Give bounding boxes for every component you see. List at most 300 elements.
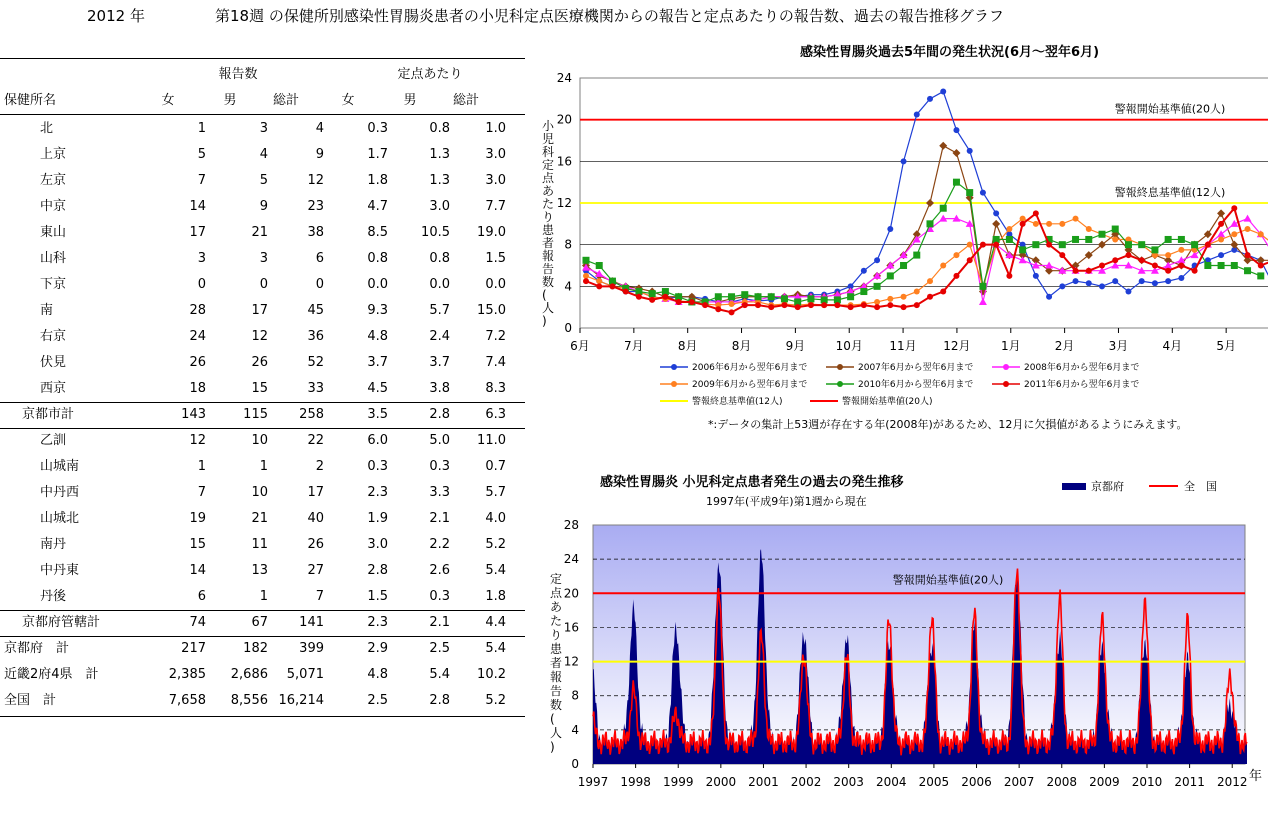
x-tick-label: 2000 (705, 775, 737, 789)
data-point (1046, 221, 1052, 227)
table-cell: 143 (181, 407, 206, 422)
x-tick-label: 1月 (1000, 339, 1021, 353)
x-tick-label: 2002 (790, 775, 822, 789)
data-point (927, 294, 933, 300)
table-cell: 0.8 (367, 251, 388, 266)
data-point (953, 127, 959, 133)
data-point (834, 302, 840, 308)
data-point (1178, 275, 1184, 281)
table-cell: 2.2 (429, 537, 450, 552)
column-header: 男 (223, 93, 237, 108)
data-point (1258, 231, 1264, 237)
table-cell: 3.3 (429, 485, 450, 500)
table-cell: 3.5 (367, 407, 388, 422)
table-cell: 4 (315, 121, 324, 136)
row-name: 中京 (40, 199, 67, 214)
data-point (1086, 268, 1092, 274)
table-cell: 18 (189, 381, 206, 396)
column-header: 女 (341, 93, 355, 108)
threshold-label: 警報開始基準値(20人) (1114, 102, 1226, 116)
table-cell: 1.9 (367, 511, 388, 526)
group-header-reports: 報告数 (218, 67, 258, 82)
data-point (940, 89, 946, 95)
data-point (847, 293, 854, 300)
table-cell: 0.3 (429, 459, 450, 474)
table-cell: 8,556 (230, 693, 268, 708)
data-point (914, 111, 920, 117)
chart-title: 感染性胃腸炎過去5年間の発生状況(6月～翌年6月) (800, 45, 1100, 60)
table-cell: 28 (189, 303, 206, 318)
table-cell: 0.0 (485, 277, 506, 292)
table-cell: 1.3 (429, 173, 450, 188)
x-tick-label: 2012 (1216, 775, 1248, 789)
data-point (636, 294, 642, 300)
data-point (1231, 262, 1238, 269)
data-point (1006, 236, 1013, 243)
table-cell: 2.1 (429, 615, 450, 630)
legend-label: 2006年6月から翌年6月まで (692, 363, 808, 373)
table-cell: 27 (307, 563, 324, 578)
y-tick-label: 20 (556, 112, 572, 127)
table-cell: 14 (189, 563, 206, 578)
table-cell: 1 (259, 459, 268, 474)
table-cell: 6 (315, 251, 324, 266)
table-cell: 5.7 (429, 303, 450, 318)
table-cell: 17 (189, 225, 206, 240)
data-point (755, 293, 762, 300)
data-point (1112, 257, 1118, 263)
table-cell: 3 (259, 121, 268, 136)
data-point (1073, 278, 1079, 284)
data-point (1218, 221, 1224, 227)
five-year-chart (528, 38, 1268, 438)
data-point (1086, 226, 1092, 232)
data-point (874, 304, 880, 310)
table-cell: 7.7 (485, 199, 506, 214)
data-point (1178, 263, 1184, 269)
table-cell: 3.0 (367, 537, 388, 552)
table-cell: 2 (315, 459, 324, 474)
table-cell: 7.4 (485, 355, 506, 370)
table-cell: 13 (251, 563, 268, 578)
data-point (980, 190, 986, 196)
table-cell: 5.0 (429, 433, 450, 448)
table-cell: 4.4 (485, 615, 506, 630)
row-name: 丹後 (40, 589, 67, 604)
data-point (914, 289, 920, 295)
data-point (1125, 241, 1132, 248)
x-tick-label: 11月 (889, 339, 917, 353)
data-point (1125, 289, 1131, 295)
data-point (1073, 216, 1079, 222)
table-cell: 4 (259, 147, 268, 162)
y-tick-label: 20 (563, 586, 579, 601)
legend-marker (837, 364, 843, 370)
data-point (1059, 252, 1065, 258)
data-point (1231, 205, 1237, 211)
data-point (901, 158, 907, 164)
data-point (623, 289, 629, 295)
data-point (901, 294, 907, 300)
data-point (979, 283, 986, 290)
data-point (1191, 241, 1198, 248)
data-point (927, 220, 934, 227)
x-tick-label: 2010 (1131, 775, 1163, 789)
data-point (1112, 278, 1118, 284)
data-point (676, 299, 682, 305)
table-cell: 52 (307, 355, 324, 370)
legend-label: 京都府 (1091, 480, 1124, 493)
table-cell: 4.0 (485, 511, 506, 526)
data-point (967, 242, 973, 248)
data-point (728, 293, 735, 300)
table-cell: 7 (197, 485, 206, 500)
data-point (583, 257, 590, 264)
data-point (861, 302, 867, 308)
data-point (1032, 241, 1039, 248)
table-cell: 6.3 (485, 407, 506, 422)
legend-label: 2010年6月から翌年6月まで (858, 380, 974, 390)
y-tick-label: 24 (563, 552, 579, 567)
table-cell: 3.0 (429, 199, 450, 214)
x-tick-label: 2月 (1054, 339, 1075, 353)
table-cell: 19.0 (477, 225, 506, 240)
historical-trend-chart (528, 462, 1268, 814)
y-tick-label: 8 (571, 688, 579, 703)
table-cell: 67 (251, 615, 268, 630)
data-point (1006, 226, 1012, 232)
table-cell: 4.8 (367, 667, 388, 682)
legend-label: 警報終息基準値(12人) (692, 397, 783, 407)
data-point (953, 273, 959, 279)
data-point (808, 302, 814, 308)
row-name: 中丹西 (40, 485, 80, 500)
x-tick-label: 2006 (961, 775, 992, 789)
x-tick-label: 8月 (731, 339, 752, 353)
data-point (1192, 268, 1198, 274)
data-point (1165, 236, 1172, 243)
data-point (1165, 268, 1171, 274)
report-year: 2012 年 (87, 7, 145, 25)
data-point (1059, 283, 1065, 289)
table-cell: 1 (259, 589, 268, 604)
table-cell: 1.3 (429, 147, 450, 162)
table-cell: 1 (197, 121, 206, 136)
table-cell: 12 (189, 433, 206, 448)
data-point (1059, 241, 1066, 248)
table-cell: 10 (251, 433, 268, 448)
table-cell: 3 (197, 251, 206, 266)
data-point (953, 252, 959, 258)
table-cell: 3.8 (429, 381, 450, 396)
x-tick-label: 7月 (624, 339, 644, 353)
table-cell: 26 (189, 355, 206, 370)
table-cell: 0.8 (429, 121, 450, 136)
data-point (1085, 236, 1092, 243)
row-name: 南丹 (40, 537, 67, 552)
data-point (887, 272, 894, 279)
data-point (1218, 236, 1224, 242)
table-cell: 2,385 (168, 667, 206, 682)
x-tick-label: 2011 (1174, 775, 1205, 789)
threshold-label: 警報開始基準値(20人) (892, 573, 1004, 587)
table-cell: 2.1 (429, 511, 450, 526)
table-cell: 5.4 (429, 667, 450, 682)
data-point (1205, 242, 1211, 248)
table-cell: 0.0 (367, 277, 388, 292)
data-point (781, 295, 788, 302)
table-header-border (0, 114, 525, 115)
table-cell: 2.8 (429, 407, 450, 422)
table-cell: 5.2 (485, 537, 506, 552)
data-point (1073, 268, 1079, 274)
table-cell: 2.8 (367, 563, 388, 578)
table-cell: 10.2 (477, 667, 506, 682)
data-point (596, 278, 602, 284)
table-cell: 17 (307, 485, 324, 500)
data-point (649, 297, 655, 303)
table-cell: 9 (259, 199, 268, 214)
data-point (940, 263, 946, 269)
table-cell: 4.5 (367, 381, 388, 396)
row-name: 西京 (40, 381, 67, 396)
data-point (1245, 252, 1251, 258)
table-cell: 1.8 (485, 589, 506, 604)
table-cell: 2.5 (429, 641, 450, 656)
y-tick-label: 12 (563, 654, 579, 669)
table-cell: 1.8 (367, 173, 388, 188)
data-point (993, 210, 999, 216)
x-tick-label: 12月 (943, 339, 971, 353)
table-cell: 0.7 (485, 459, 506, 474)
data-point (966, 189, 973, 196)
data-point (1099, 231, 1106, 238)
table-cell: 115 (243, 407, 268, 422)
table-cell: 0.3 (367, 459, 388, 474)
legend-marker (671, 381, 677, 387)
report-table (0, 58, 525, 714)
row-separator (0, 636, 525, 637)
data-point (1033, 210, 1039, 216)
table-cell: 6.0 (367, 433, 388, 448)
x-tick-label: 3月 (1108, 339, 1129, 353)
y-tick-label: 0 (571, 757, 579, 771)
table-cell: 1.5 (367, 589, 388, 604)
x-tick-label: 10月 (835, 339, 863, 353)
data-point (807, 295, 814, 302)
data-point (953, 179, 960, 186)
data-point (1258, 263, 1264, 269)
data-point (927, 96, 933, 102)
column-header: 女 (161, 93, 175, 108)
table-cell: 0.3 (429, 589, 450, 604)
y-tick-label: 0 (564, 321, 572, 335)
table-cell: 399 (299, 641, 324, 656)
data-point (1046, 242, 1052, 248)
y-tick-label: 16 (556, 154, 572, 169)
data-point (1099, 263, 1105, 269)
legend-label: 全 国 (1184, 480, 1217, 493)
row-separator (0, 610, 525, 611)
data-point (1178, 247, 1184, 253)
table-cell: 0.8 (429, 251, 450, 266)
legend-label: 2008年6月から翌年6月まで (1024, 363, 1140, 373)
table-cell: 10.5 (421, 225, 450, 240)
row-name: 乙訓 (40, 433, 67, 448)
table-cell: 9 (315, 147, 324, 162)
table-cell: 5,071 (286, 667, 324, 682)
x-tick-label: 1999 (662, 775, 694, 789)
row-name: 山城北 (40, 511, 80, 526)
row-name: 山科 (40, 251, 67, 266)
data-point (1139, 257, 1145, 263)
row-name: 下京 (40, 277, 67, 292)
legend-label: 2009年6月から翌年6月まで (692, 380, 808, 390)
table-cell: 3.7 (429, 355, 450, 370)
table-cell: 7.2 (485, 329, 506, 344)
row-name: 左京 (40, 173, 67, 188)
data-point (874, 257, 880, 263)
table-cell: 0 (197, 277, 206, 292)
x-tick-label: 9月 (785, 339, 806, 353)
x-tick-label: 4月 (1162, 339, 1183, 353)
table-cell: 36 (307, 329, 324, 344)
data-point (1151, 246, 1158, 253)
table-cell: 2.4 (429, 329, 450, 344)
data-point (860, 288, 867, 295)
data-point (715, 293, 722, 300)
threshold-label: 警報終息基準値(12人) (1114, 186, 1226, 199)
data-point (1112, 226, 1119, 233)
data-point (729, 309, 735, 315)
row-name: 南 (40, 303, 54, 318)
legend-marker (1003, 381, 1009, 387)
table-cell: 19 (189, 511, 206, 526)
data-point (702, 302, 708, 308)
data-point (1059, 221, 1065, 227)
table-cell: 8.3 (485, 381, 506, 396)
data-point (1020, 221, 1026, 227)
data-point (741, 291, 748, 298)
data-point (1218, 252, 1224, 258)
data-point (1257, 272, 1264, 279)
data-point (927, 278, 933, 284)
y-tick-label: 4 (564, 279, 572, 294)
table-cell: 1 (197, 459, 206, 474)
table-cell: 4.7 (367, 199, 388, 214)
data-point (662, 294, 668, 300)
data-point (1218, 262, 1225, 269)
table-cell: 2.8 (429, 693, 450, 708)
row-name: 中丹東 (40, 563, 80, 578)
data-point (874, 283, 881, 290)
page-title: 第18週 の保健所別感染性胃腸炎患者の小児科定点医療機関からの報告と定点あたりの報告数、過去の報告推移グラフ (215, 7, 1004, 25)
data-point (1139, 278, 1145, 284)
table-cell: 33 (307, 381, 324, 396)
data-point (1152, 263, 1158, 269)
table-cell: 2.3 (367, 485, 388, 500)
data-point (1165, 278, 1171, 284)
table-cell: 1.0 (485, 121, 506, 136)
table-cell: 3 (259, 251, 268, 266)
data-point (1006, 273, 1012, 279)
row-name: 近畿2府4県 計 (4, 667, 99, 682)
table-cell: 3.7 (367, 355, 388, 370)
data-point (940, 205, 947, 212)
y-tick-label: 12 (556, 196, 572, 210)
data-point (795, 304, 801, 310)
table-cell: 5.4 (485, 641, 506, 656)
table-cell: 11.0 (477, 433, 506, 448)
data-point (861, 268, 867, 274)
data-point (781, 302, 787, 308)
table-cell: 21 (251, 511, 268, 526)
y-tick-label: 28 (563, 518, 579, 532)
data-point (1033, 221, 1039, 227)
x-tick-label: 2009 (1089, 775, 1120, 789)
data-point (940, 289, 946, 295)
table-cell: 23 (307, 199, 324, 214)
row-name: 北 (40, 121, 54, 136)
table-cell: 15 (251, 381, 268, 396)
y-axis-label: 定点あたり患者報告数(人) (550, 572, 563, 754)
data-point (1099, 283, 1105, 289)
y-tick-label: 24 (556, 71, 572, 85)
table-cell: 45 (307, 303, 324, 318)
data-point (768, 304, 774, 310)
table-cell: 26 (251, 355, 268, 370)
table-cell: 2.3 (367, 615, 388, 630)
table-cell: 0 (315, 277, 324, 292)
data-point (887, 302, 893, 308)
legend-marker (671, 364, 677, 370)
row-name: 京都府 計 (4, 641, 70, 656)
data-point (1165, 252, 1171, 258)
page-header (0, 0, 1269, 30)
x-tick-label: 1998 (620, 775, 651, 789)
data-point (1244, 267, 1251, 274)
table-cell: 258 (299, 407, 324, 422)
table-cell: 16,214 (278, 693, 324, 708)
row-name: 右京 (40, 329, 67, 344)
data-point (1204, 262, 1211, 269)
table-cell: 12 (307, 173, 324, 188)
x-tick-label: 2007 (1003, 775, 1035, 789)
data-point (1046, 294, 1052, 300)
data-point (887, 226, 893, 232)
data-point (900, 262, 907, 269)
row-name: 伏見 (40, 355, 67, 370)
data-point (848, 304, 854, 310)
data-point (980, 242, 986, 248)
table-cell: 1.5 (485, 251, 506, 266)
legend-label: 2011年6月から翌年6月まで (1024, 380, 1140, 390)
data-point (1019, 246, 1026, 253)
row-separator (0, 428, 525, 429)
table-cell: 3.0 (485, 173, 506, 188)
data-point (914, 302, 920, 308)
table-bottom-border (0, 716, 525, 717)
legend-marker (837, 381, 843, 387)
table-cell: 5.4 (485, 563, 506, 578)
table-cell: 15 (189, 537, 206, 552)
table-cell: 1.7 (367, 147, 388, 162)
table-cell: 2.5 (367, 693, 388, 708)
table-cell: 22 (307, 433, 324, 448)
legend-swatch (1062, 483, 1086, 490)
table-cell: 40 (307, 511, 324, 526)
table-cell: 7 (197, 173, 206, 188)
